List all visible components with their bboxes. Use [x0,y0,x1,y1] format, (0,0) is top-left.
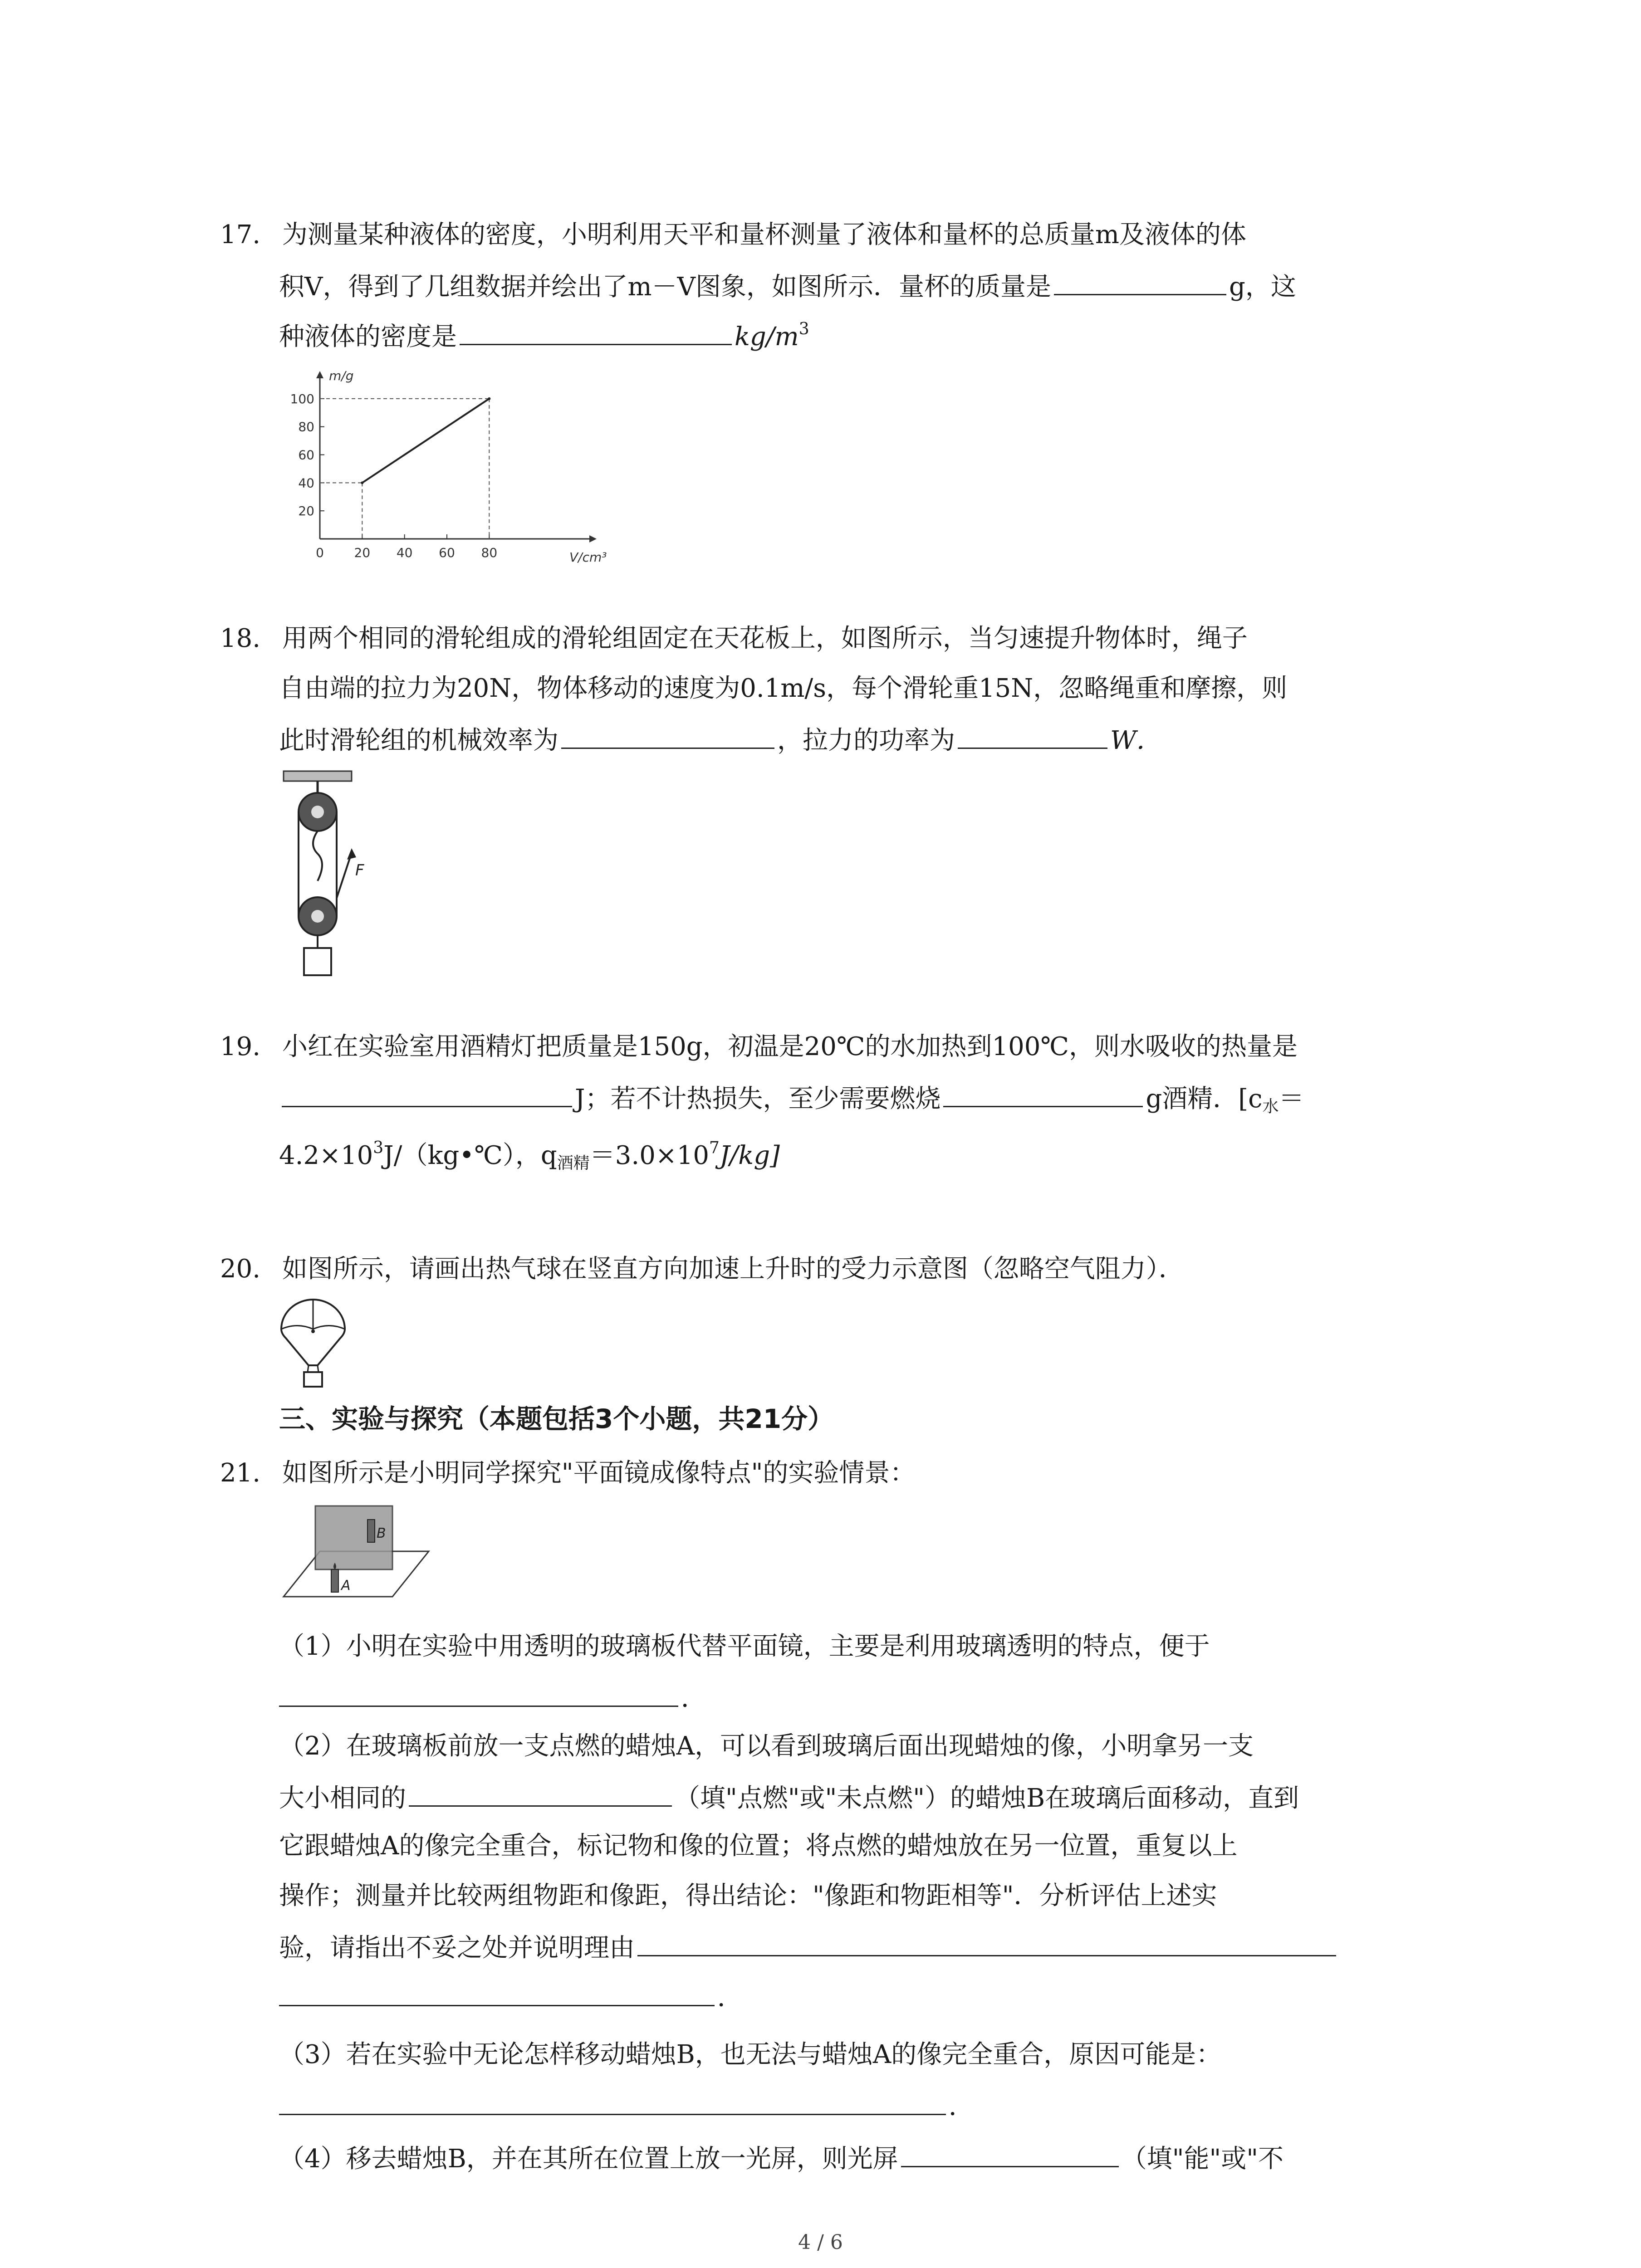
q17-line2: 积V，得到了几组数据并绘出了m－V图象，如图所示．量杯的质量是 g，这 [279,267,1296,305]
y-tick-label: 80 [298,419,314,435]
q21-blank-flaw-b[interactable] [279,1978,715,2006]
x-tick-label: 60 [439,545,455,560]
q21-p3: （3）若在实验中无论怎样移动蜡烛B，也无法与蜡烛A的像完全重合，原因可能是： [279,2040,1222,2069]
q21-blank-screen[interactable] [901,2139,1119,2167]
x-tick-label: 40 [396,545,413,560]
data-point [361,481,363,484]
q18-line3: 此时滑轮组的机械效率为 ，拉力的功率为 W． [279,720,1162,759]
q20-line1: 20. 如图所示，请画出热气球在竖直方向加速上升时的受力示意图（忽略空气阻力）． [220,1251,1184,1287]
load-block [304,948,331,975]
x-tick-label: 80 [481,545,498,560]
q19-line3: $4.2\times 10^3J/(kg•℃)$，$q_{酒精}=3.0\times 10^7J/kg$] [279,1139,780,1173]
x-axis-label: V/cm³ [569,550,607,565]
q17-mass-volume-chart [279,367,615,566]
label-b: B [377,1525,386,1541]
q18-number: 18. [220,624,261,653]
basket [304,1372,322,1387]
ceiling [284,771,352,781]
candle-b-icon [367,1520,375,1542]
q21-blank-reason[interactable] [279,2087,946,2115]
q21-p2-line4: 操作；测量并比较两组物距和像距，得出结论："像距和物距相等"．分析评估上述实 [279,1881,1217,1911]
q20-hot-air-balloon-figure [277,1297,349,1388]
q21-p2-line5: 验，请指出不妥之处并说明理由 [279,1928,1339,1966]
q21-p1-blank-line: ． [279,1678,706,1717]
q19-line1: 19. 小红在实验室用酒精灯把质量是150g，初温是20℃的水加热到100℃，则水吸收的热量是 [220,1029,1298,1065]
force-label: F [355,861,364,880]
q21-intro: 21. 如图所示是小明同学探究"平面镜成像特点"的实验情景： [220,1455,915,1491]
q21-p2-line6: ． [279,1978,743,2016]
x-tick-label: 20 [354,545,371,560]
q21-p3-blank-line: ． [279,2087,974,2125]
q17-line1: 17. 为测量某种液体的密度，小明利用天平和量杯测量了液体和量杯的总质量m及液体的体 [220,217,1246,253]
q21-p1: （1）小明在实验中用透明的玻璃板代替平面镜，主要是利用玻璃透明的特点，便于 [279,1632,1210,1661]
y-tick-label: 60 [298,447,314,463]
q21-blank-flaw-a[interactable] [637,1928,1336,1956]
q20-number: 20. [220,1254,261,1284]
q17-number: 17. [220,220,261,249]
y-tick-label: 40 [298,475,314,491]
page-number: 4 / 6 [798,2231,843,2254]
q21-p2-line3: 它跟蜡烛A的像完全重合，标记物和像的位置；将点燃的蜡烛放在另一位置，重复以上 [279,1831,1238,1861]
label-a: A [341,1578,351,1593]
y-tick-label: 20 [298,503,314,519]
q21-p2-line2: 大小相同的 （填"点燃"或"未点燃"）的蜡烛B在玻璃后面移动，直到 [279,1778,1299,1817]
q19-number: 19. [220,1032,261,1061]
q21-blank-lit-unlit[interactable] [409,1778,672,1807]
x-tick-label: 0 [316,545,324,560]
q18-blank-efficiency[interactable] [561,720,774,749]
q18-line1: 18. 用两个相同的滑轮组成的滑轮组固定在天花板上，如图所示，当匀速提升物体时，绳子 [220,621,1248,657]
q17-blank-cup-mass[interactable] [1054,267,1226,295]
y-axis-label: m/g [329,368,354,383]
section3-title: 三、实验与探究（本题包括3个小题，共21分） [279,1403,834,1434]
q21-plane-mirror-figure [279,1497,433,1606]
q19-line2: J；若不计热损失，至少需要燃烧 g酒精．[$c_水=$ [279,1079,1304,1117]
q18-blank-power[interactable] [958,720,1107,749]
q21-p2-line1: （2）在玻璃板前放一支点燃的蜡烛A，可以看到玻璃后面出现蜡烛的像，小明拿另一支 [279,1731,1254,1761]
q18-pulley-figure [279,767,397,989]
q21-number: 21. [220,1458,261,1488]
y-tick-label: 100 [290,391,314,406]
q17-blank-density[interactable] [460,317,732,345]
q18-line2: 自由端的拉力为20N，物体移动的速度为0.1m/s，每个滑轮重15N，忽略绳重和摩擦，则 [279,674,1288,703]
data-point [488,397,490,400]
q21-p4: （4）移去蜡烛B，并在其所在位置上放一光屏，则光屏 （填"能"或"不 [279,2139,1283,2177]
q17-line3: 种液体的密度是 $kg/m^3$ [279,317,809,355]
q19-blank-heat[interactable] [282,1079,572,1107]
q19-blank-alcohol-mass[interactable] [943,1079,1143,1107]
q21-blank-1[interactable] [279,1678,678,1707]
candle-a-icon [331,1569,338,1592]
